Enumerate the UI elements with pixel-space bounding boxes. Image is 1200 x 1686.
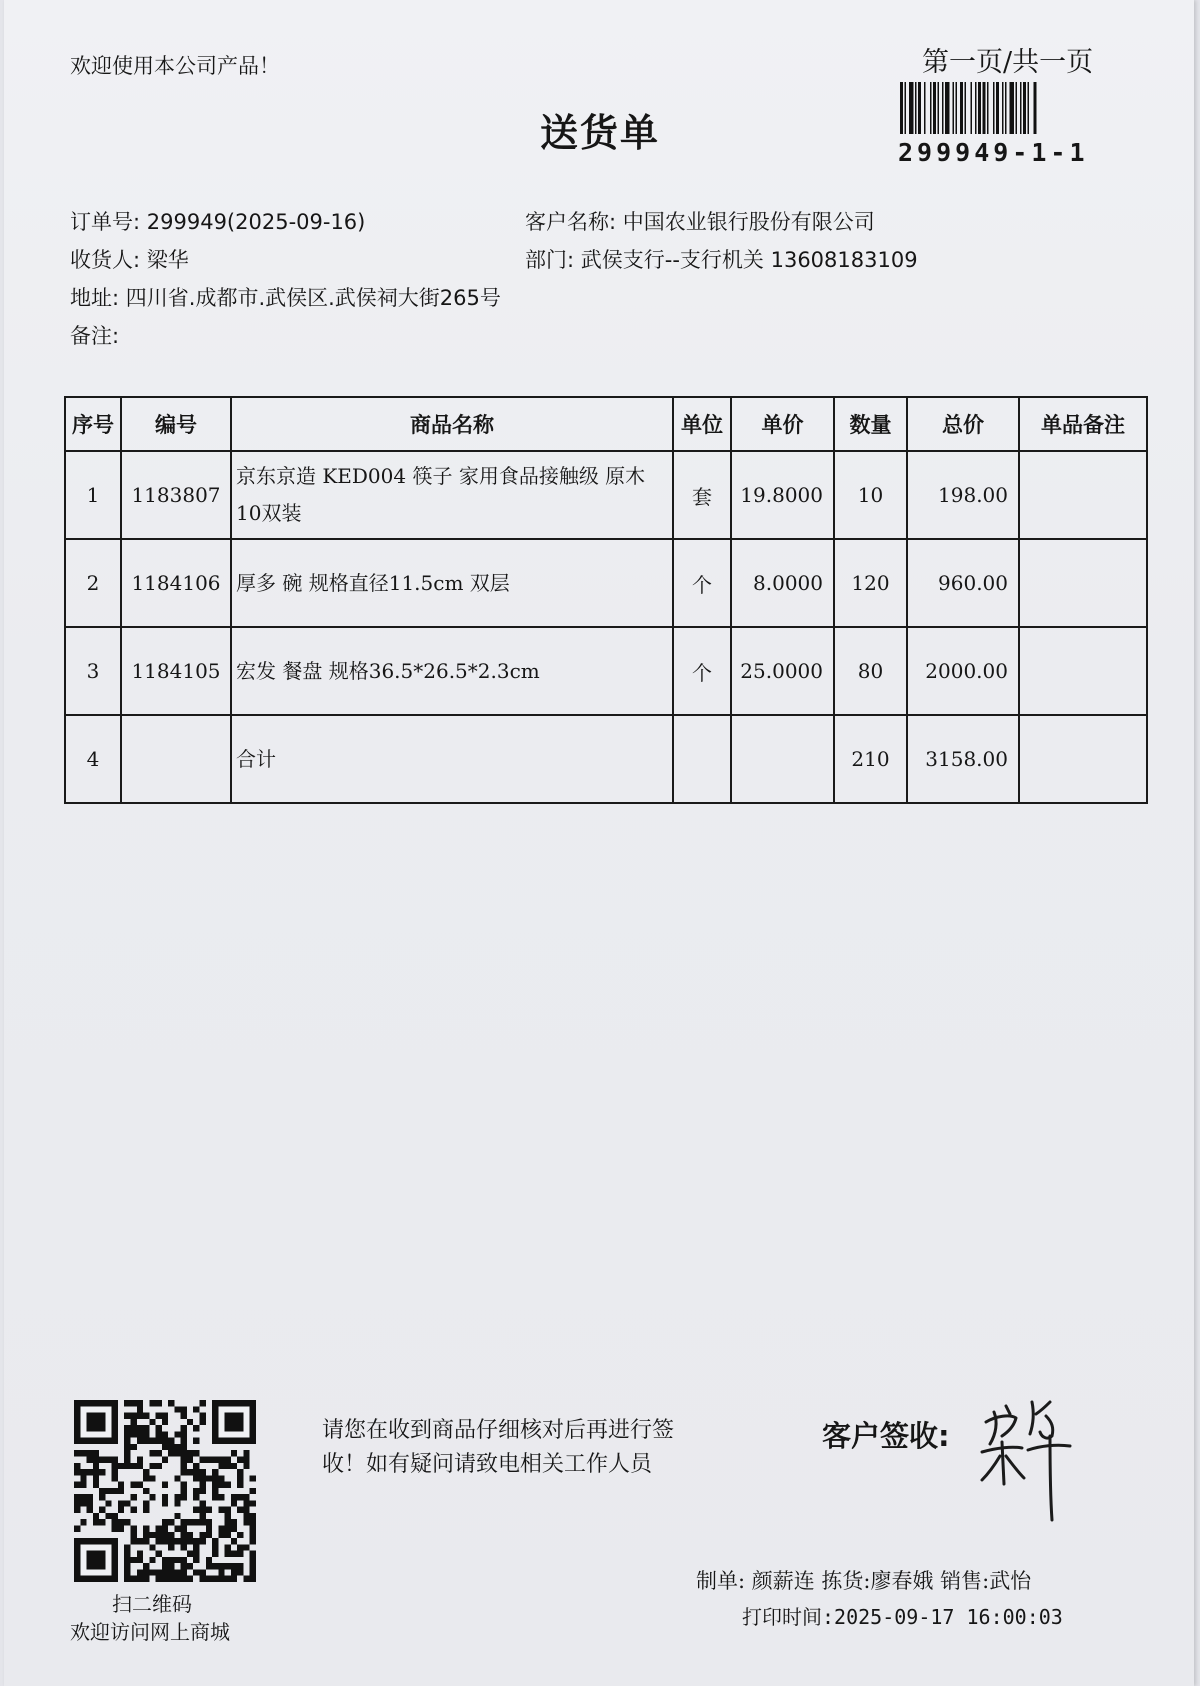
cell-quantity: 210 [834,715,907,803]
document-title: 送货单 [540,111,661,155]
column-header: 单价 [731,397,834,451]
cell-total: 198.00 [907,451,1019,539]
page-indicator: 第一页/共一页 [922,47,1094,78]
order-label: 订单号: [70,210,141,234]
table-header-row [65,397,1147,451]
cell-total: 960.00 [907,539,1019,627]
order-number-row [70,206,365,236]
customer-label: 客户名称: [525,210,617,234]
welcome-text: 欢迎使用本公司产品！ [70,54,280,78]
address-label: 地址: [70,286,120,310]
table-row [65,627,1147,715]
remark-label: 备注: [70,324,120,348]
department-label: 部门: [525,248,575,272]
cell-code: 1184105 [121,627,231,715]
cell-product-name: 厚多 碗 规格直径11.5cm 双层 [231,539,673,627]
remark-row [70,320,119,350]
cell-unit: 套 [673,451,731,539]
table-row [65,451,1147,539]
cell-code [121,715,231,803]
cell-product-name: 合计 [231,715,673,803]
cell-item-note [1019,715,1147,803]
cell-quantity: 120 [834,539,907,627]
barcode-icon [900,82,1112,134]
column-header: 数量 [834,397,907,451]
column-header: 单位 [673,397,731,451]
customer-sign-label: 客户签收: [822,1419,950,1453]
address-value: 四川省.成都市.武侯区.武侯祠大街265号 [125,286,501,310]
table-row-total [65,715,1147,803]
cell-unit [673,715,731,803]
cell-seq: 1 [65,451,121,539]
print-time: 打印时间:2025-09-17 16:00:03 [742,1605,1063,1629]
recipient-row [70,244,189,274]
cell-item-note [1019,627,1147,715]
column-header: 序号 [65,397,121,451]
cell-quantity: 10 [834,451,907,539]
qr-caption-mall: 欢迎访问网上商城 [70,1620,230,1644]
address-row [70,282,501,312]
department-row [525,244,918,274]
notice-text-line2: 收！如有疑问请致电相关工作人员 [322,1452,653,1477]
cell-product-name: 宏发 餐盘 规格36.5*26.5*2.3cm [231,627,673,715]
column-header: 总价 [907,397,1019,451]
qr-caption: 扫二维码 [112,1592,192,1616]
cell-seq: 3 [65,627,121,715]
qr-code-icon[interactable] [74,1400,256,1582]
cell-total: 2000.00 [907,627,1019,715]
cell-code: 1184106 [121,539,231,627]
staff-info: 制单: 颜薪连 拣货:廖春娥 销售:武怡 [696,1569,1032,1593]
column-header: 单品备注 [1019,397,1147,451]
cell-unit-price [731,715,834,803]
cell-unit-price: 8.0000 [731,539,834,627]
cell-code: 1183807 [121,451,231,539]
column-header: 商品名称 [231,397,673,451]
recipient-label: 收货人: [70,248,141,272]
order-value: 299949(2025-09-16) [146,210,366,234]
delivery-note-paper [4,0,1194,1686]
recipient-value: 梁华 [146,248,189,272]
notice-text-line1: 请您在收到商品仔细核对后再进行签 [322,1418,675,1443]
cell-unit: 个 [673,627,731,715]
customer-name-row [525,206,875,236]
items-table [64,396,1148,804]
cell-seq: 2 [65,539,121,627]
cell-seq: 4 [65,715,121,803]
column-header: 编号 [121,397,231,451]
handwritten-signature [976,1392,1076,1526]
cell-total: 3158.00 [907,715,1019,803]
cell-unit-price: 25.0000 [731,627,834,715]
cell-product-name: 京东京造 KED004 筷子 家用食品接触级 原木 10双装 [231,451,673,539]
customer-value: 中国农业银行股份有限公司 [622,210,875,234]
department-value: 武侯支行--支行机关 13608183109 [580,248,918,272]
table-row [65,539,1147,627]
cell-quantity: 80 [834,627,907,715]
cell-unit-price: 19.8000 [731,451,834,539]
cell-unit: 个 [673,539,731,627]
cell-item-note [1019,451,1147,539]
barcode-number: 299949-1-1 [898,138,1089,167]
cell-item-note [1019,539,1147,627]
